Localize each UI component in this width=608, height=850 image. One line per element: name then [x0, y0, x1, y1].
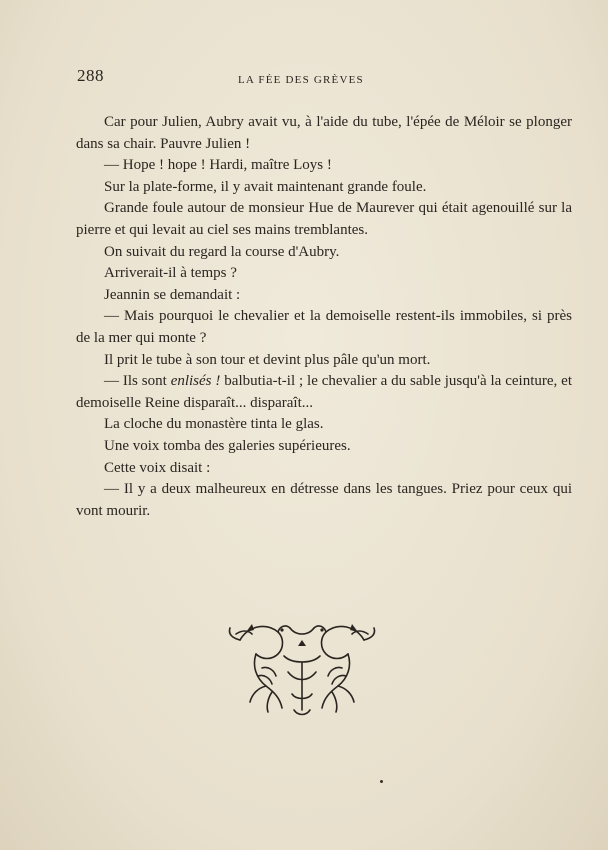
paragraph-3: Sur la plate-forme, il y avait maintenant grande foule.	[104, 178, 427, 195]
paragraph-8: — Mais pourquoi le chevalier et la demoiselle restent-ils immobiles, si près de la mer qui monte ?	[76, 308, 572, 346]
paragraph-6: Arriverait-il à temps ?	[104, 265, 237, 282]
paragraph-9: Il prit le tube à son tour et devint plus pâle qu'un mort.	[104, 351, 431, 368]
paragraph-1: Car pour Julien, Aubry avait vu, à l'aide du tube, l'épée de Méloir se plonger dans sa chair. Pauvre Julien !	[76, 114, 572, 152]
paragraph-14: — Il y a deux malheureux en détresse dans les tangues. Priez pour ceux qui vont mourir.	[76, 481, 572, 519]
paragraph-11: La cloche du monastère tinta le glas.	[104, 416, 324, 433]
running-title: LA FÉE DES GRÈVES	[238, 74, 364, 86]
page-number: 288	[77, 66, 104, 85]
paragraph-7: Jeannin se demandait :	[104, 286, 241, 303]
paragraph-2: — Hope ! hope ! Hardi, maître Loys !	[104, 157, 332, 174]
paragraph-10	[76, 371, 572, 414]
paper-speck	[380, 780, 383, 783]
page-body	[76, 112, 572, 522]
paragraph-10-end: balbutia-t-il ; le chevalier a du sable jusqu'à la ceinture, et demoiselle Reine disparaît... disparaît...	[76, 373, 573, 411]
paragraph-10-emphasis: enlisés !	[170, 373, 221, 390]
paragraph-13: Cette voix disait :	[104, 459, 211, 476]
birds-ornament-icon	[222, 612, 382, 720]
paragraph-10-start: — Ils sont	[104, 373, 171, 390]
paragraph-5: On suivait du regard la course d'Aubry.	[104, 243, 340, 260]
paragraph-12: Une voix tomba des galeries supérieures.	[104, 437, 351, 454]
paragraph-4: Grande foule autour de monsieur Hue de Maurever qui était agenouillé sur la pierre et qui levait au ciel ses mains tremblantes.	[76, 200, 572, 238]
